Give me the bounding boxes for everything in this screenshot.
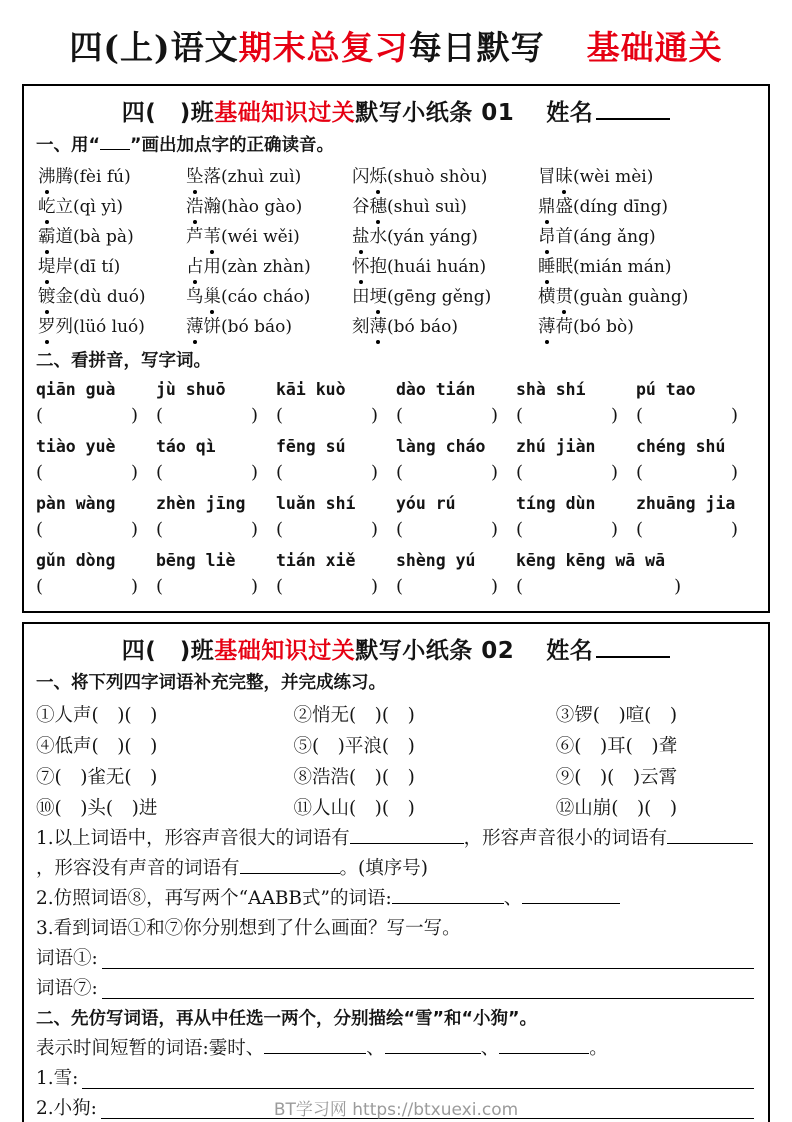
pinyin-text: luǎn shí bbox=[276, 494, 356, 514]
answer-parens bbox=[276, 403, 378, 429]
answer-blank bbox=[240, 855, 340, 874]
dotted-word bbox=[186, 282, 352, 312]
card-02-header bbox=[36, 632, 756, 665]
text-segment: 1.以上词语中，形容声音很大的词语有 bbox=[36, 828, 350, 850]
pinyin-options: (áng ǎng) bbox=[573, 227, 656, 248]
paren-close: ) bbox=[371, 519, 379, 541]
pinyin-unit bbox=[156, 491, 276, 543]
dotted-char: 巢 bbox=[204, 282, 222, 312]
title-segment: 基础通关 bbox=[586, 28, 723, 67]
char: 抱 bbox=[369, 257, 387, 278]
text-segment: 词语①: bbox=[36, 948, 98, 970]
text-segment: 一、用“ bbox=[36, 135, 101, 156]
pinyin-text: zhèn jīng bbox=[156, 494, 246, 514]
pinyin-unit bbox=[396, 377, 516, 429]
paren-open: ( bbox=[516, 519, 524, 541]
pinyin-options: (guàn guàng) bbox=[573, 287, 689, 308]
text-segment: 表示时间短暂的词语:霎时、 bbox=[36, 1038, 265, 1060]
pinyin-text: kāi kuò bbox=[276, 380, 346, 400]
dotted-word bbox=[352, 312, 538, 342]
answer-blank bbox=[82, 1087, 754, 1089]
watermark-text: BT学习网 https://btxuexi.com bbox=[273, 1100, 519, 1121]
idiom-item: ⑤( )平浪( ) bbox=[293, 736, 415, 758]
dotted-word bbox=[352, 192, 538, 222]
pinyin-unit bbox=[516, 548, 756, 600]
paren-open: ( bbox=[156, 405, 164, 427]
dotted-char: 鼎 bbox=[538, 192, 556, 222]
idiom-item: ②悄无( )( ) bbox=[293, 705, 415, 727]
pinyin-text: pú tao bbox=[636, 380, 696, 400]
pronunciation-word-grid bbox=[38, 162, 754, 342]
paren-open: ( bbox=[636, 405, 644, 427]
text-segment: ，形容声音很小的词语有 bbox=[463, 828, 668, 850]
pinyin-text: qiān guà bbox=[36, 380, 116, 400]
page-title bbox=[22, 26, 770, 70]
char: 腾 bbox=[55, 167, 73, 188]
dotted-word bbox=[38, 192, 186, 222]
header-prefix: 四( )班 bbox=[121, 638, 215, 665]
idiom-item: ⑦( )雀无( ) bbox=[36, 767, 158, 789]
dotted-char: 穗 bbox=[370, 192, 388, 222]
char: 用 bbox=[203, 257, 221, 278]
answer-parens bbox=[156, 574, 258, 600]
dotted-word bbox=[352, 282, 538, 312]
idiom-item: ③锣( )喧( ) bbox=[555, 705, 678, 727]
dotted-word bbox=[538, 222, 754, 252]
idiom-item: ④低声( )( ) bbox=[36, 736, 158, 758]
question-1 bbox=[36, 824, 756, 884]
pinyin-options: (wèi mèi) bbox=[573, 167, 654, 188]
answer-blank bbox=[499, 1035, 589, 1054]
pinyin-options: (qì yì) bbox=[73, 197, 124, 218]
pinyin-text: chéng shú bbox=[636, 437, 726, 457]
pinyin-unit bbox=[396, 491, 516, 543]
title-segment: 期末总复习 bbox=[238, 28, 409, 67]
paren-open: ( bbox=[276, 576, 284, 598]
dotted-char: 占 bbox=[186, 252, 204, 282]
paren-close: ) bbox=[251, 519, 259, 541]
pinyin-text: yóu rú bbox=[396, 494, 456, 514]
dotted-char: 盐 bbox=[352, 222, 370, 252]
char: 刻 bbox=[352, 317, 370, 338]
question-2 bbox=[36, 884, 756, 914]
answer-parens bbox=[36, 403, 138, 429]
paren-open: ( bbox=[396, 519, 404, 541]
char: 鸟 bbox=[186, 287, 204, 308]
pinyin-options: (bó báo) bbox=[387, 317, 459, 338]
idiom-item: ⑧浩浩( )( ) bbox=[293, 767, 415, 789]
pinyin-options: (wéi wěi) bbox=[221, 227, 300, 248]
dotted-char: 沸 bbox=[38, 162, 56, 192]
char: 闪 bbox=[352, 167, 370, 188]
paren-close: ) bbox=[731, 405, 739, 427]
pinyin-text: pàn wàng bbox=[36, 494, 116, 514]
dotted-char: 薄 bbox=[186, 312, 204, 342]
paren-open: ( bbox=[276, 519, 284, 541]
paren-open: ( bbox=[636, 519, 644, 541]
pinyin-text: kēng kēng wā wā bbox=[516, 551, 666, 571]
idiom-item: ⑫山崩( )( ) bbox=[555, 798, 678, 820]
pinyin-unit bbox=[276, 434, 396, 486]
pinyin-text: tiào yuè bbox=[36, 437, 116, 457]
answer-blank bbox=[100, 132, 130, 150]
title-segment: 每日默写 bbox=[408, 28, 545, 67]
paren-open: ( bbox=[276, 405, 284, 427]
char: 眠 bbox=[555, 257, 573, 278]
pinyin-options: (gēng gěng) bbox=[387, 287, 492, 308]
pinyin-options: (díng dīng) bbox=[573, 197, 668, 218]
dotted-char: 薄 bbox=[370, 312, 388, 342]
time-words-line bbox=[36, 1034, 756, 1064]
answer-parens bbox=[516, 460, 618, 486]
card-01 bbox=[22, 84, 770, 613]
idiom-item: ⑨( )( )云霄 bbox=[555, 767, 678, 789]
dotted-word bbox=[538, 162, 754, 192]
dotted-char: 烁 bbox=[370, 162, 388, 192]
paren-close: ) bbox=[491, 405, 499, 427]
dotted-word bbox=[38, 162, 186, 192]
paren-open: ( bbox=[156, 519, 164, 541]
paren-close: ) bbox=[131, 405, 139, 427]
answer-parens bbox=[516, 574, 681, 600]
char: 水 bbox=[369, 227, 387, 248]
header-prefix: 四( )班 bbox=[121, 100, 215, 126]
text-segment: 2.仿照词语⑧，再写两个“AABB式”的词语: bbox=[36, 888, 392, 910]
pinyin-options: (yán yáng) bbox=[387, 227, 478, 248]
pinyin-options: (shuì suì) bbox=[387, 197, 467, 218]
answer-parens bbox=[36, 460, 138, 486]
pinyin-unit bbox=[276, 548, 396, 600]
pinyin-options: (lüó luó) bbox=[73, 317, 145, 338]
char: 盛 bbox=[555, 197, 573, 218]
dotted-word bbox=[38, 222, 186, 252]
name-blank bbox=[596, 653, 670, 658]
pinyin-options: (huái huán) bbox=[387, 257, 487, 278]
pinyin-text: làng cháo bbox=[396, 437, 486, 457]
answer-parens bbox=[36, 517, 138, 543]
dotted-char: 罗 bbox=[38, 312, 56, 342]
dotted-word bbox=[538, 252, 754, 282]
text-segment: ，形容没有声音的词语有 bbox=[36, 858, 240, 880]
dotted-word bbox=[538, 282, 754, 312]
pinyin-row bbox=[36, 377, 756, 429]
paren-close: ) bbox=[611, 462, 619, 484]
answer-blank bbox=[392, 885, 504, 904]
paren-open: ( bbox=[396, 462, 404, 484]
answer-parens bbox=[516, 517, 618, 543]
answer-parens bbox=[156, 403, 258, 429]
char: 瀚 bbox=[203, 197, 221, 218]
answer-blank bbox=[102, 967, 754, 969]
char: 道 bbox=[55, 227, 73, 248]
paren-close: ) bbox=[611, 405, 619, 427]
paren-close: ) bbox=[491, 519, 499, 541]
pinyin-unit bbox=[276, 377, 396, 429]
pinyin-options: (cáo cháo) bbox=[221, 287, 311, 308]
char: 金 bbox=[55, 287, 73, 308]
paren-open: ( bbox=[36, 405, 44, 427]
char: 荷 bbox=[555, 317, 573, 338]
char: 列 bbox=[55, 317, 73, 338]
paren-close: ) bbox=[251, 462, 259, 484]
paren-open: ( bbox=[516, 576, 524, 598]
dotted-char: 怀 bbox=[352, 252, 370, 282]
dotted-word bbox=[352, 222, 538, 252]
char: 岸 bbox=[55, 257, 73, 278]
answer-line-dog-wrap bbox=[36, 1094, 756, 1122]
section-title-pinyin-write: 二、看拼音，写字词。 bbox=[36, 351, 211, 372]
dotted-char: 屹 bbox=[38, 192, 56, 222]
char: 首 bbox=[555, 227, 573, 248]
answer-parens bbox=[636, 517, 738, 543]
pinyin-unit bbox=[276, 491, 396, 543]
pinyin-text: fēng sú bbox=[276, 437, 346, 457]
dotted-word bbox=[538, 312, 754, 342]
pinyin-unit bbox=[396, 434, 516, 486]
text-segment: 1.雪: bbox=[36, 1068, 79, 1090]
text-segment: 词语⑦: bbox=[36, 978, 98, 1000]
pinyin-unit bbox=[516, 491, 636, 543]
dotted-char: 堤 bbox=[38, 252, 56, 282]
paren-close: ) bbox=[371, 576, 379, 598]
dotted-char: 苇 bbox=[204, 222, 222, 252]
answer-blank bbox=[350, 825, 464, 844]
pinyin-options: (mián mán) bbox=[573, 257, 672, 278]
pinyin-text: shà shí bbox=[516, 380, 586, 400]
answer-parens bbox=[396, 517, 498, 543]
answer-line-word7 bbox=[36, 974, 756, 1004]
char: 田 bbox=[352, 287, 370, 308]
pinyin-unit bbox=[156, 377, 276, 429]
name-blank bbox=[596, 115, 670, 120]
dotted-char: 昂 bbox=[538, 222, 556, 252]
pinyin-text: tián xiě bbox=[276, 551, 356, 571]
header-highlight: 基础知识过关 bbox=[214, 100, 356, 126]
answer-parens bbox=[276, 517, 378, 543]
answer-parens bbox=[156, 517, 258, 543]
header-suffix: 默写小纸条 02 姓名 bbox=[355, 638, 594, 665]
paren-close: ) bbox=[491, 462, 499, 484]
dotted-word bbox=[186, 192, 352, 222]
paren-close: ) bbox=[131, 519, 139, 541]
dotted-word bbox=[38, 282, 186, 312]
paren-close: ) bbox=[491, 576, 499, 598]
dotted-word bbox=[38, 312, 186, 342]
pinyin-text: bēng liè bbox=[156, 551, 236, 571]
paren-close: ) bbox=[611, 519, 619, 541]
paren-open: ( bbox=[276, 462, 284, 484]
pinyin-unit bbox=[396, 548, 516, 600]
char: 落 bbox=[203, 167, 221, 188]
pinyin-text: tíng dùn bbox=[516, 494, 596, 514]
text-segment: 2.小狗: bbox=[36, 1098, 97, 1120]
pinyin-unit bbox=[156, 434, 276, 486]
answer-blank bbox=[102, 997, 754, 999]
card-01-header bbox=[36, 94, 756, 127]
answer-parens bbox=[636, 403, 738, 429]
idiom-item: ⑩( )头( )进 bbox=[36, 798, 158, 820]
paren-close: ) bbox=[674, 576, 682, 598]
answer-blank bbox=[667, 825, 753, 844]
answer-parens bbox=[396, 574, 498, 600]
section-title-pronunciation bbox=[36, 132, 756, 158]
pinyin-text: gǔn dòng bbox=[36, 551, 116, 571]
dotted-char: 贯 bbox=[556, 282, 574, 312]
pinyin-unit bbox=[516, 377, 636, 429]
pinyin-unit bbox=[36, 434, 156, 486]
header-highlight: 基础知识过关 bbox=[214, 638, 356, 665]
text-segment: 。 bbox=[589, 1038, 608, 1060]
paren-close: ) bbox=[131, 462, 139, 484]
answer-parens bbox=[396, 403, 498, 429]
pinyin-options: (bà pà) bbox=[73, 227, 134, 248]
pinyin-options: (bó báo) bbox=[221, 317, 293, 338]
char: 立 bbox=[55, 197, 73, 218]
pinyin-unit bbox=[516, 434, 636, 486]
paren-close: ) bbox=[251, 405, 259, 427]
paren-open: ( bbox=[36, 462, 44, 484]
paren-close: ) bbox=[731, 462, 739, 484]
idiom-item: ⑪人山( )( ) bbox=[293, 798, 415, 820]
answer-parens bbox=[276, 574, 378, 600]
dotted-char: 昧 bbox=[556, 162, 574, 192]
paren-open: ( bbox=[36, 519, 44, 541]
answer-parens bbox=[516, 403, 618, 429]
text-segment: 。(填序号) bbox=[339, 858, 428, 880]
paren-open: ( bbox=[396, 405, 404, 427]
pinyin-row bbox=[36, 434, 756, 486]
pinyin-unit bbox=[36, 377, 156, 429]
answer-blank bbox=[522, 885, 620, 904]
dotted-word bbox=[352, 252, 538, 282]
section-title-idioms: 一、将下列四字词语补充完整，并完成练习。 bbox=[36, 673, 386, 694]
dotted-word bbox=[538, 192, 754, 222]
pinyin-unit bbox=[636, 377, 756, 429]
pinyin-options: (zàn zhàn) bbox=[221, 257, 311, 278]
text-segment: 、 bbox=[480, 1038, 500, 1060]
paren-open: ( bbox=[156, 462, 164, 484]
pinyin-unit bbox=[636, 491, 756, 543]
char: 芦 bbox=[186, 227, 204, 248]
pinyin-unit bbox=[36, 491, 156, 543]
paren-open: ( bbox=[156, 576, 164, 598]
pinyin-options: (zhuì zuì) bbox=[221, 167, 302, 188]
idiom-item: ⑥( )耳( )聋 bbox=[555, 736, 678, 758]
answer-line-snow bbox=[36, 1064, 756, 1094]
idiom-item: ①人声( )( ) bbox=[36, 705, 158, 727]
answer-parens bbox=[36, 574, 138, 600]
char: 横 bbox=[538, 287, 556, 308]
char: 冒 bbox=[538, 167, 556, 188]
paren-open: ( bbox=[516, 405, 524, 427]
answer-parens bbox=[156, 460, 258, 486]
card-02 bbox=[22, 622, 770, 1122]
pinyin-row bbox=[36, 491, 756, 543]
pinyin-text: shèng yú bbox=[396, 551, 476, 571]
dotted-char: 浩 bbox=[186, 192, 204, 222]
pinyin-unit bbox=[36, 548, 156, 600]
dotted-char: 霸 bbox=[38, 222, 56, 252]
pinyin-row bbox=[36, 548, 756, 600]
char: 饼 bbox=[203, 317, 221, 338]
answer-blank bbox=[264, 1035, 366, 1054]
pinyin-text: zhuāng jia bbox=[636, 494, 736, 514]
answer-parens bbox=[636, 460, 738, 486]
dotted-char: 坠 bbox=[186, 162, 204, 192]
paren-close: ) bbox=[251, 576, 259, 598]
answer-parens bbox=[276, 460, 378, 486]
pinyin-options: (bó bò) bbox=[573, 317, 634, 338]
pinyin-options: (dù duó) bbox=[73, 287, 146, 308]
paren-open: ( bbox=[516, 462, 524, 484]
pinyin-options: (hào gào) bbox=[221, 197, 303, 218]
pinyin-text: jù shuō bbox=[156, 380, 226, 400]
pinyin-options: (dī tí) bbox=[73, 257, 121, 278]
question-3: 3.看到词语①和⑦你分别想到了什么画面？写一写。 bbox=[36, 918, 461, 940]
dotted-char: 埂 bbox=[370, 282, 388, 312]
pinyin-text: táo qì bbox=[156, 437, 216, 457]
dotted-word bbox=[186, 312, 352, 342]
paren-close: ) bbox=[731, 519, 739, 541]
answer-blank bbox=[385, 1035, 481, 1054]
paren-open: ( bbox=[636, 462, 644, 484]
dotted-word bbox=[186, 162, 352, 192]
title-segment: 四(上)语文 bbox=[69, 28, 239, 67]
dotted-word bbox=[352, 162, 538, 192]
dotted-char: 镀 bbox=[38, 282, 56, 312]
dotted-word bbox=[38, 252, 186, 282]
dotted-word bbox=[186, 222, 352, 252]
pinyin-options: (fèi fú) bbox=[73, 167, 131, 188]
section-title-imitate: 二、先仿写词语，再从中任选一两个，分别描绘“雪”和“小狗”。 bbox=[36, 1009, 538, 1030]
answer-parens bbox=[396, 460, 498, 486]
idiom-completion-grid bbox=[36, 701, 756, 820]
header-suffix: 默写小纸条 01 姓名 bbox=[355, 100, 594, 126]
text-segment: 、 bbox=[366, 1038, 385, 1060]
char: 谷 bbox=[352, 197, 370, 218]
pinyin-text: dào tián bbox=[396, 380, 476, 400]
dotted-char: 睡 bbox=[538, 252, 556, 282]
paren-close: ) bbox=[371, 405, 379, 427]
pinyin-options: (shuò shòu) bbox=[387, 167, 488, 188]
paren-close: ) bbox=[371, 462, 379, 484]
paren-close: ) bbox=[131, 576, 139, 598]
dotted-char: 薄 bbox=[538, 312, 556, 342]
pinyin-text: zhú jiàn bbox=[516, 437, 596, 457]
text-segment: 、 bbox=[503, 888, 523, 910]
dotted-word bbox=[186, 252, 352, 282]
paren-open: ( bbox=[36, 576, 44, 598]
text-segment: ”画出加点字的正确读音。 bbox=[130, 135, 335, 156]
pinyin-write-grid bbox=[36, 377, 756, 600]
answer-line-word1 bbox=[36, 944, 756, 974]
pinyin-unit bbox=[156, 548, 276, 600]
pinyin-unit bbox=[636, 434, 756, 486]
paren-open: ( bbox=[396, 576, 404, 598]
